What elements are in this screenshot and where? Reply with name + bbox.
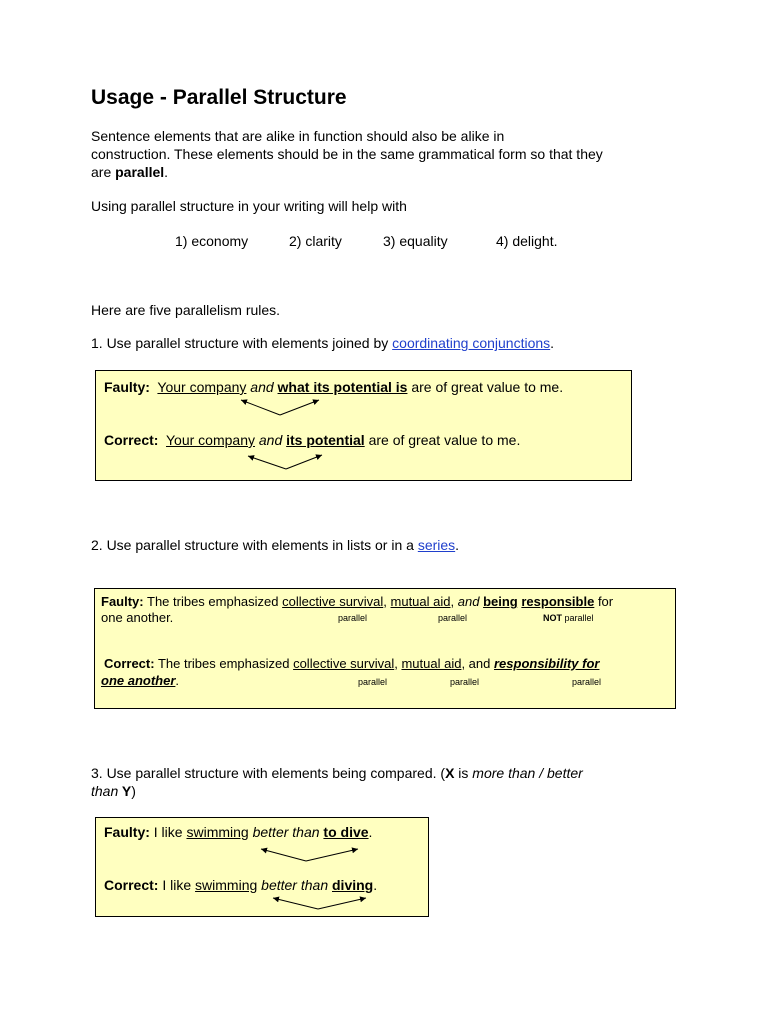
rules-intro: Here are five parallelism rules. <box>91 302 281 318</box>
period: . <box>175 673 180 688</box>
intro-line-1: Sentence elements that are alike in function should also be alike in <box>91 128 505 144</box>
correct-element-b: diving <box>332 877 374 893</box>
correct-example-2 <box>104 656 599 671</box>
x-variable: X <box>445 765 455 781</box>
example-box-1 <box>95 370 632 481</box>
period: . <box>373 877 378 893</box>
parallel-tag: parallel <box>338 613 368 623</box>
correct-label: Correct: <box>104 877 159 893</box>
faulty-example-2 <box>101 594 613 609</box>
correct-element-b: mutual aid <box>401 656 462 671</box>
comma: , <box>383 594 391 609</box>
rule-3-line-2 <box>91 783 136 800</box>
parallel-term: parallel <box>115 164 165 180</box>
correct-rest: are of great value to me. <box>364 432 521 448</box>
comma: , <box>394 656 402 671</box>
parallel-tag: parallel <box>450 677 480 687</box>
not-parallel-rest: parallel <box>562 613 594 623</box>
rule-2 <box>91 537 459 554</box>
help-text: Using parallel structure in your writing will help with <box>91 198 407 214</box>
faulty-element-a: swimming <box>186 824 249 840</box>
comparison-phrase: better than <box>257 877 332 893</box>
faulty-pre: I like <box>149 824 187 840</box>
correct-element-c1: responsibility for <box>493 656 600 671</box>
faulty-element-b: mutual aid <box>390 594 451 609</box>
correct-element-c2: one another <box>101 673 176 688</box>
faulty-rest: are of great value to me. <box>411 379 564 395</box>
rule-1 <box>91 335 554 352</box>
y-variable: Y <box>118 783 132 799</box>
correct-label: Correct: <box>104 432 159 448</box>
correct-element-a: collective survival <box>293 656 395 671</box>
faulty-element-b: what its potential is <box>277 379 408 395</box>
conjunction: and <box>258 432 283 448</box>
parallel-tag: parallel <box>572 677 602 687</box>
faulty-element-a: Your company <box>157 379 247 395</box>
intro-line-3 <box>91 164 168 181</box>
example-box-3 <box>95 817 429 917</box>
comma-and: , and <box>461 656 494 671</box>
conjunction: and <box>457 594 480 609</box>
close-paren: ) <box>131 783 136 799</box>
intro-line-3-prefix: are <box>91 164 116 180</box>
series-link[interactable]: series <box>417 537 456 553</box>
correct-pre: I like <box>158 877 196 893</box>
coordinating-conjunctions-link[interactable]: coordinating conjunctions <box>392 335 551 351</box>
rule-3 <box>91 765 583 782</box>
faulty-pre: The tribes emphasized <box>143 594 283 609</box>
parallel-tag: parallel <box>358 677 388 687</box>
page-title: Usage - Parallel Structure <box>91 86 347 109</box>
rule-1-suffix: . <box>550 335 555 351</box>
example-box-2 <box>94 588 676 709</box>
intro-line-3-suffix: . <box>164 164 169 180</box>
faulty-element-b: to dive <box>323 824 369 840</box>
faulty-element-c2: responsible <box>521 594 595 609</box>
comparison-arrows <box>96 371 633 482</box>
faulty-label: Faulty: <box>104 824 150 840</box>
benefit-item: 3) equality <box>383 233 448 249</box>
rule-2-suffix: . <box>455 537 460 553</box>
benefit-item: 2) clarity <box>289 233 342 249</box>
than-word: than <box>91 783 119 799</box>
benefit-item: 4) delight. <box>496 233 558 249</box>
benefit-item: 1) economy <box>175 233 249 249</box>
faulty-element-a: collective survival <box>282 594 384 609</box>
not-word: NOT <box>543 613 562 623</box>
comparison-phrase: better than <box>248 824 324 840</box>
comparison-phrase: more than / better <box>472 765 583 781</box>
intro-line-2: construction. These elements should be in the same grammatical form so that they <box>91 146 603 162</box>
correct-element-a: swimming <box>195 877 258 893</box>
rule-3-text: 3. Use parallel structure with elements being compared. ( <box>91 765 446 781</box>
period: . <box>368 824 373 840</box>
correct-element-a: Your company <box>166 432 255 448</box>
faulty-for: for <box>594 594 614 609</box>
correct-element-b: its potential <box>286 432 365 448</box>
correct-pre: The tribes emphasized <box>154 656 294 671</box>
rule-1-text: 1. Use parallel structure with elements joined by <box>91 335 393 351</box>
conjunction: and <box>250 379 274 395</box>
correct-label: Correct: <box>104 656 155 671</box>
is-word: is <box>454 765 473 781</box>
comma: , <box>450 594 458 609</box>
faulty-label: Faulty: <box>104 379 150 395</box>
not-parallel-tag <box>543 613 594 623</box>
faulty-label: Faulty: <box>101 594 144 609</box>
faulty-example-2-line-2: one another. <box>101 610 174 625</box>
correct-example-2-line-2 <box>101 673 179 688</box>
faulty-element-c1: being <box>483 594 518 609</box>
rule-2-text: 2. Use parallel structure with elements in lists or in a <box>91 537 418 553</box>
comparison-arrows <box>96 818 430 918</box>
parallel-tag: parallel <box>438 613 468 623</box>
